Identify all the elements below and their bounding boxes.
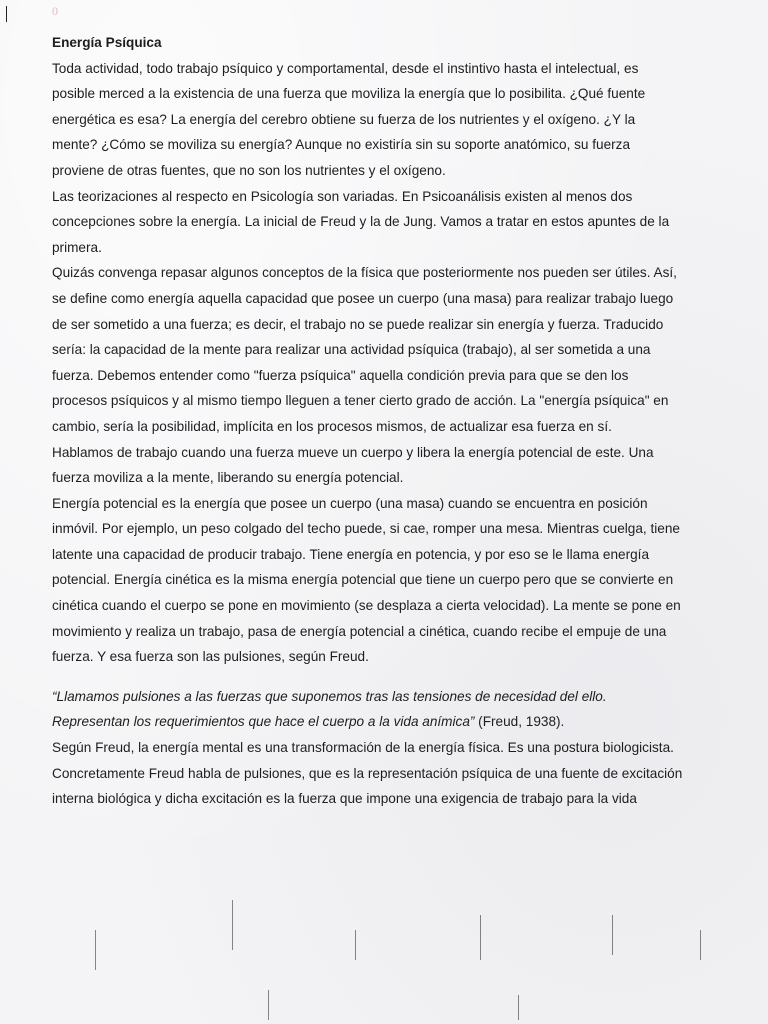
text-line: primera. [52, 239, 102, 255]
text-line: posible merced a la existencia de una fuerza que moviliza la energía que lo posibilita. ¿Qué fuente [52, 86, 646, 102]
text-line: procesos psíquicos y al mismo tiempo lleguen a tener cierto grado de acción. La "energía psíquica" en [52, 393, 669, 409]
text-line: Según Freud, la energía mental es una transformación de la energía física. Es una postura biologicista. [52, 740, 674, 756]
text-line: concepciones sobre la energía. La inicial de Freud y la de Jung. Vamos a tratar en estos apuntes de la [52, 214, 670, 230]
scan-artifact [612, 915, 613, 955]
scan-artifact [232, 900, 233, 950]
paragraph-2 [52, 184, 742, 261]
text-line: Hablamos de trabajo cuando una fuerza mueve un cuerpo y libera la energía potencial de este. Una [52, 444, 654, 460]
quote-text: Representan los requerimientos que hace el cuerpo a la vida anímica” [52, 714, 475, 730]
text-line: Quizás convenga repasar algunos conceptos de la física que posteriormente nos pueden ser útiles. Así, [52, 265, 677, 281]
text-line: Energía potencial es la energía que posee un cuerpo (una masa) cuando se encuentra en posición [52, 495, 648, 511]
paragraph-3 [52, 260, 742, 439]
scan-artifact [518, 995, 519, 1020]
text-line: interna biológica y dicha excitación es la fuerza que impone una exigencia de trabajo para la vida [52, 791, 637, 807]
scan-artifact [700, 930, 701, 960]
quote-line-with-citation [52, 709, 742, 735]
text-line: de ser sometido a una fuerza; es decir, el trabajo no se puede realizar sin energía y fuerza. Traducido [52, 316, 664, 332]
text-line: latente una capacidad de producir trabajo. Tiene energía en potencia, y por eso se le llama energía [52, 546, 650, 562]
text-line: inmóvil. Por ejemplo, un peso colgado del techo puede, si cae, romper una mesa. Mientras cuelga, tiene [52, 521, 680, 537]
scan-artifact [355, 930, 356, 960]
text-line: energética es esa? La energía del cerebro obtiene su fuerza de los nutrientes y el oxígeno. ¿Y la [52, 111, 636, 127]
paragraph-1 [52, 56, 742, 184]
text-line: Las teorizaciones al respecto en Psicología son variadas. En Psicoanálisis existen al menos dos [52, 188, 633, 204]
document-body [52, 30, 742, 812]
text-line: Concretamente Freud habla de pulsiones, que es la representación psíquica de una fuente de excitación [52, 765, 683, 781]
text-line: proviene de otras fuentes, que no son los nutrientes y el oxígeno. [52, 162, 446, 178]
text-line: se define como energía aquella capacidad que posee un cuerpo (una masa) para realizar trabajo luego [52, 290, 674, 306]
scan-artifact [480, 915, 481, 960]
quote-citation: (Freud, 1938). [474, 714, 565, 730]
text-line: fuerza. Debemos entender como "fuerza psíquica" aquella condición previa para que se den los [52, 367, 629, 383]
text-line: sería: la capacidad de la mente para realizar una actividad psíquica (trabajo), al ser sometida a una [52, 342, 651, 358]
scan-artifact [95, 930, 96, 970]
text-line: fuerza moviliza a la mente, liberando su energía potencial. [52, 470, 404, 486]
corner-mark: 0 [52, 4, 58, 18]
text-line: mente? ¿Cómo se moviliza su energía? Aunque no existiría sin su soporte anatómico, su fuerza [52, 137, 631, 153]
freud-quote [52, 684, 742, 735]
document-title: Energía Psíquica [52, 35, 162, 50]
scan-artifact [268, 990, 269, 1020]
text-line: potencial. Energía cinética es la misma energía potencial que tiene un cuerpo pero que se convierte en [52, 572, 674, 588]
text-line: cambio, sería la posibilidad, implícita en los procesos mismos, de actualizar esa fuerza en sí. [52, 418, 612, 434]
paragraph-5 [52, 491, 742, 670]
closing-paragraph [52, 735, 742, 812]
paragraph-4 [52, 440, 742, 491]
quote-line: “Llamamos pulsiones a las fuerzas que suponemos tras las tensiones de necesidad del ello. [52, 688, 607, 704]
paragraph-gap [52, 670, 742, 684]
text-line: fuerza. Y esa fuerza son las pulsiones, según Freud. [52, 649, 369, 665]
text-line: Toda actividad, todo trabajo psíquico y comportamental, desde el instintivo hasta el intelectual, es [52, 60, 639, 76]
text-line: movimiento y realiza un trabajo, pasa de energía potencial a cinética, cuando recibe el empuje de una [52, 623, 667, 639]
text-line: cinética cuando el cuerpo se pone en movimiento (se desplaza a cierta velocidad). La mente se pone en [52, 598, 681, 614]
cursor-mark [6, 6, 7, 22]
